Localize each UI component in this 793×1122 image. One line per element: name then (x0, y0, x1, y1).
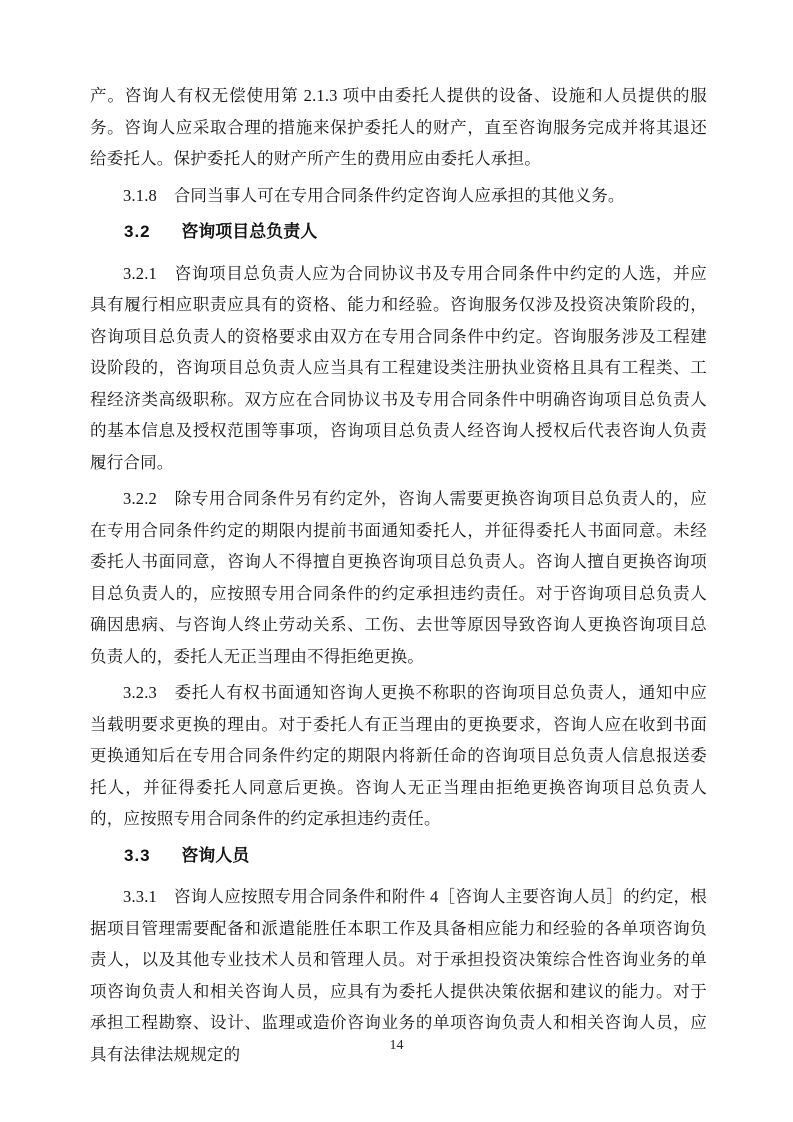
section-number-3-3: 3.3 (124, 845, 151, 865)
page-number: 14 (389, 1038, 404, 1053)
clause-3-2-2: 3.2.2 除专用合同条件另有约定外，咨询人需要更换咨询项目总负责人的，应在专用合同条件约定的期限内提前书面通知委托人，并征得委托人书面同意。未经委托人书面同意，咨询人不得擅自更换咨询项目总负责人。咨询人擅自更换咨询项目总负责人的，应按照专用合同条件的约定承担违约责任。对于咨询项目总负责人确因患病、与咨询人终止劳动关系、工伤、去世等原因导致咨询人更换咨询项目总负责人的，委托人无正当理由不得拒绝更换。 (90, 489, 707, 666)
clause-3-3-1: 3.3.1 咨询人应按照专用合同条件和附件 4［咨询人主要咨询人员］的约定，根据项目管理需要配备和派遣能胜任本职工作及具备相应能力和经验的各单项咨询负责人，以及其他专业技术人员和管理人员。对于承担投资决策综合性咨询业务的单项咨询负责人和相关咨询人员，应具有为委托人提供决策依据和建议的能力。对于承担工程勘察、设计、监理或造价咨询业务的单项咨询负责人和相关咨询人员，应具有法律法规规定的 (90, 887, 707, 1064)
clause-3-1-8: 3.1.8 合同当事人可在专用合同条件约定咨询人应承担的其他义务。 (123, 185, 625, 205)
section-number-3-2: 3.2 (124, 222, 151, 241)
clause-3-2-3: 3.2.3 委托人有权书面通知咨询人更换不称职的咨询项目总负责人，通知中应当载明要求更换的理由。对于委托人有正当理由的更换要求，咨询人应在收到书面更换通知后在专用合同条件约定的期限内将新任命的咨询项目总负责人信息报送委托人，并征得委托人同意后更换。咨询人无正当理由拒绝更换咨询项目总负责人的，应按照专用合同条件的约定承担违约责任。 (90, 683, 707, 828)
section-heading-3-2 (90, 216, 707, 248)
section-title-3-2: 咨询项目总负责人 (181, 222, 318, 241)
section-heading-3-3 (90, 840, 707, 872)
section-title-3-3: 咨询人员 (181, 845, 250, 865)
clause-3-2-1: 3.2.1 咨询项目总负责人应为合同协议书及专用合同条件中约定的人选，并应具有履行相应职责应具有的资格、能力和经验。咨询服务仅涉及投资决策阶段的，咨询项目总负责人的资格要求由双方在专用合同条件中约定。咨询服务涉及工程建设阶段的，咨询项目总负责人应当具有工程建设类注册执业资格且具有工程类、工程经济类高级职称。双方应在合同协议书及专用合同条件中明确咨询项目总负责人的基本信息及授权范围等事项，咨询项目总负责人经咨询人授权后代表咨询人负责履行合同。 (90, 263, 707, 472)
document-body (90, 80, 707, 1075)
paragraph-carryover: 产。咨询人有权无偿使用第 2.1.3 项中由委托人提供的设备、设施和人员提供的服务。咨询人应采取合理的措施来保护委托人的财产，直至咨询服务完成并将其退还给委托人。保护委托人的财产所产生的费用应由委托人承担。 (90, 86, 707, 168)
